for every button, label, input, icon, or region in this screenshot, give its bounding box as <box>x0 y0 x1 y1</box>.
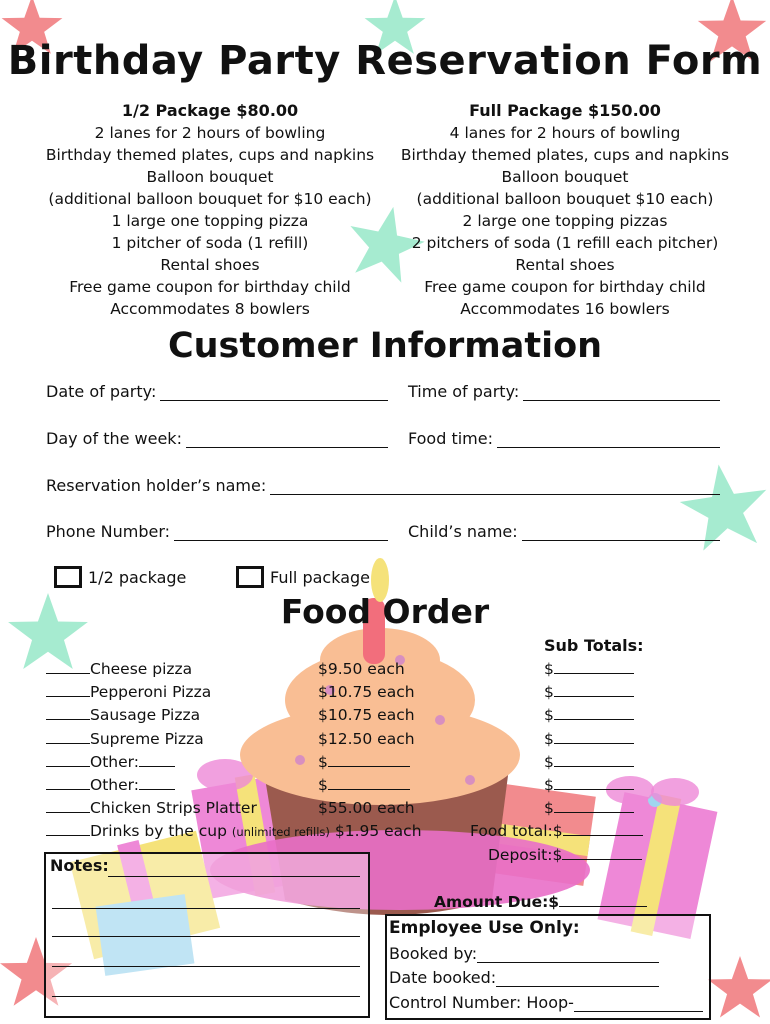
other-price-blank[interactable] <box>328 753 410 767</box>
day-of-week-line[interactable] <box>186 433 388 448</box>
food-item-name: Supreme Pizza <box>90 730 204 748</box>
dollar-sign: $ <box>544 776 554 794</box>
subtotals-heading: Sub Totals: <box>544 636 644 655</box>
food-item-price: $12.50 each <box>318 730 415 748</box>
quantity-blank[interactable] <box>46 730 90 744</box>
booked-by-label: Booked by: <box>389 944 478 963</box>
food-item-row <box>46 683 211 701</box>
half-package-line: Accommodates 8 bowlers <box>110 300 310 318</box>
deposit-blank[interactable] <box>562 846 642 860</box>
half-package-line: 1 pitcher of soda (1 refill) <box>111 234 309 252</box>
customer-info-heading: Customer Information <box>167 326 603 366</box>
food-time-label: Food time: <box>408 429 493 448</box>
time-of-party-line[interactable] <box>523 386 720 401</box>
subtotal-blank[interactable] <box>554 660 634 674</box>
booked-by-line[interactable] <box>477 948 659 963</box>
half-package-line: Rental shoes <box>160 256 260 274</box>
subtotal-field[interactable] <box>544 753 634 771</box>
deposit-field[interactable] <box>488 846 642 864</box>
day-of-week-label: Day of the week: <box>46 429 182 448</box>
food-item-name: Other: <box>90 776 139 794</box>
food-item-row <box>46 776 175 794</box>
food-item-name: Chicken Strips Platter <box>90 799 257 817</box>
subtotal-field[interactable] <box>544 776 634 794</box>
notes-box[interactable] <box>44 852 370 1018</box>
dollar-sign: $ <box>544 683 554 701</box>
childs-name-field[interactable] <box>408 522 720 541</box>
full-package-line: Free game coupon for birthday child <box>424 278 706 296</box>
half-package-description <box>30 100 390 320</box>
quantity-blank[interactable] <box>46 683 90 697</box>
other-item-blank[interactable] <box>139 776 175 790</box>
employee-use-box <box>385 914 711 1020</box>
food-item-price: $9.50 each <box>318 660 405 678</box>
notes-line[interactable] <box>108 876 360 877</box>
childs-name-line[interactable] <box>522 526 720 541</box>
full-package-line: 4 lanes for 2 hours of bowling <box>449 124 681 142</box>
half-package-line: (additional balloon bouquet for $10 each) <box>48 190 372 208</box>
dollar-sign: $ <box>544 660 554 678</box>
subtotal-blank[interactable] <box>554 706 634 720</box>
food-item-name: Other: <box>90 753 139 771</box>
reservation-holder-field[interactable] <box>46 476 720 495</box>
reservation-holder-label: Reservation holder’s name: <box>46 476 267 495</box>
full-package-checkbox[interactable] <box>236 566 264 588</box>
food-item-name: Cheese pizza <box>90 660 193 678</box>
full-package-description <box>385 100 745 320</box>
half-package-checkbox-label: 1/2 package <box>88 567 187 587</box>
other-price-blank[interactable] <box>328 776 410 790</box>
date-booked-line[interactable] <box>496 972 659 987</box>
quantity-blank[interactable] <box>46 706 90 720</box>
drinks-note: (unlimited refills) <box>231 825 330 839</box>
control-number-field[interactable] <box>389 993 703 1012</box>
notes-line[interactable] <box>52 966 360 967</box>
control-number-label: Control Number: Hoop- <box>389 993 574 1012</box>
half-package-line: Balloon bouquet <box>146 168 274 186</box>
full-package-title: Full Package $150.00 <box>469 101 661 120</box>
notes-line[interactable] <box>52 908 360 909</box>
childs-name-label: Child’s name: <box>408 522 518 541</box>
subtotal-field[interactable] <box>544 660 634 678</box>
notes-line[interactable] <box>52 936 360 937</box>
subtotal-blank[interactable] <box>554 753 634 767</box>
food-time-line[interactable] <box>497 433 720 448</box>
quantity-blank[interactable] <box>46 799 90 813</box>
reservation-holder-line[interactable] <box>270 480 720 495</box>
food-order-heading: Food Order <box>280 592 490 631</box>
half-package-checkbox[interactable] <box>54 566 82 588</box>
food-item-row <box>46 753 175 771</box>
control-number-line[interactable] <box>574 997 703 1012</box>
date-of-party-field[interactable] <box>46 382 388 401</box>
date-of-party-line[interactable] <box>160 386 388 401</box>
half-package-title: 1/2 Package $80.00 <box>121 101 299 120</box>
date-booked-field[interactable] <box>389 968 659 987</box>
full-package-line: Accommodates 16 bowlers <box>460 300 670 318</box>
date-booked-label: Date booked: <box>389 968 497 987</box>
food-item-price[interactable]: $ <box>318 753 410 771</box>
food-total-label: Food total:$ <box>470 822 563 840</box>
food-item-price[interactable]: $ <box>318 776 410 794</box>
dollar-sign: $ <box>544 753 554 771</box>
food-item-row <box>46 730 204 748</box>
full-package-line: 2 large one topping pizzas <box>462 212 668 230</box>
subtotal-field[interactable] <box>544 730 634 748</box>
dollar-sign: $ <box>544 799 554 817</box>
form-title: Birthday Party Reservation Form <box>7 38 763 84</box>
dollar-sign: $ <box>544 706 554 724</box>
food-item-row <box>46 660 192 678</box>
amount-due-blank[interactable] <box>559 893 647 907</box>
half-package-option[interactable] <box>54 566 186 588</box>
full-package-line: Rental shoes <box>515 256 615 274</box>
drinks-name: Drinks by the cup <box>90 822 227 840</box>
amount-due-field[interactable] <box>434 893 647 911</box>
half-package-line: Free game coupon for birthday child <box>69 278 351 296</box>
full-package-line: Birthday themed plates, cups and napkins <box>400 146 730 164</box>
subtotal-field[interactable] <box>544 683 634 701</box>
food-total-blank[interactable] <box>563 822 643 836</box>
dollar-sign: $ <box>544 730 554 748</box>
food-item-name: Sausage Pizza <box>90 706 201 724</box>
other-item-blank[interactable] <box>139 753 175 767</box>
food-time-field[interactable] <box>408 429 720 448</box>
food-item-price: $10.75 each <box>318 706 415 724</box>
phone-number-field[interactable] <box>46 522 388 541</box>
subtotal-blank[interactable] <box>554 799 634 813</box>
quantity-blank[interactable] <box>46 753 90 767</box>
subtotal-blank[interactable] <box>554 776 634 790</box>
subtotal-blank[interactable] <box>554 730 634 744</box>
amount-due-label: Amount Due:$ <box>434 893 560 911</box>
phone-number-label: Phone Number: <box>46 522 171 541</box>
employee-use-heading: Employee Use Only: <box>389 918 580 938</box>
subtotal-field[interactable] <box>544 799 634 817</box>
food-item-row <box>46 799 257 817</box>
quantity-blank[interactable] <box>46 660 90 674</box>
subtotal-field[interactable] <box>544 706 634 724</box>
quantity-blank[interactable] <box>46 822 90 836</box>
deposit-label: Deposit:$ <box>488 846 563 864</box>
date-of-party-label: Date of party: <box>46 382 157 401</box>
half-package-line: 1 large one topping pizza <box>111 212 309 230</box>
day-of-week-field[interactable] <box>46 429 388 448</box>
time-of-party-field[interactable] <box>408 382 720 401</box>
notes-line[interactable] <box>52 996 360 997</box>
time-of-party-label: Time of party: <box>408 382 520 401</box>
notes-label: Notes: <box>50 856 109 875</box>
food-total-field[interactable] <box>470 822 643 840</box>
phone-number-line[interactable] <box>174 526 388 541</box>
drinks-row <box>46 822 422 840</box>
full-package-checkbox-label: Full package <box>270 567 370 587</box>
booked-by-field[interactable] <box>389 944 659 963</box>
food-item-price: $55.00 each <box>318 799 415 817</box>
half-package-line: Birthday themed plates, cups and napkins <box>45 146 375 164</box>
pink-star-icon <box>708 956 770 1018</box>
full-package-option[interactable] <box>236 566 370 588</box>
full-package-line: (additional balloon bouquet $10 each) <box>416 190 714 208</box>
full-package-line: 2 pitchers of soda (1 refill each pitcher) <box>411 234 719 252</box>
half-package-line: 2 lanes for 2 hours of bowling <box>94 124 326 142</box>
full-package-line: Balloon bouquet <box>501 168 629 186</box>
food-item-name: Pepperoni Pizza <box>90 683 212 701</box>
drinks-price: $1.95 each <box>334 822 422 840</box>
quantity-blank[interactable] <box>46 776 90 790</box>
subtotal-blank[interactable] <box>554 683 634 697</box>
food-item-price: $10.75 each <box>318 683 415 701</box>
food-item-row <box>46 706 200 724</box>
